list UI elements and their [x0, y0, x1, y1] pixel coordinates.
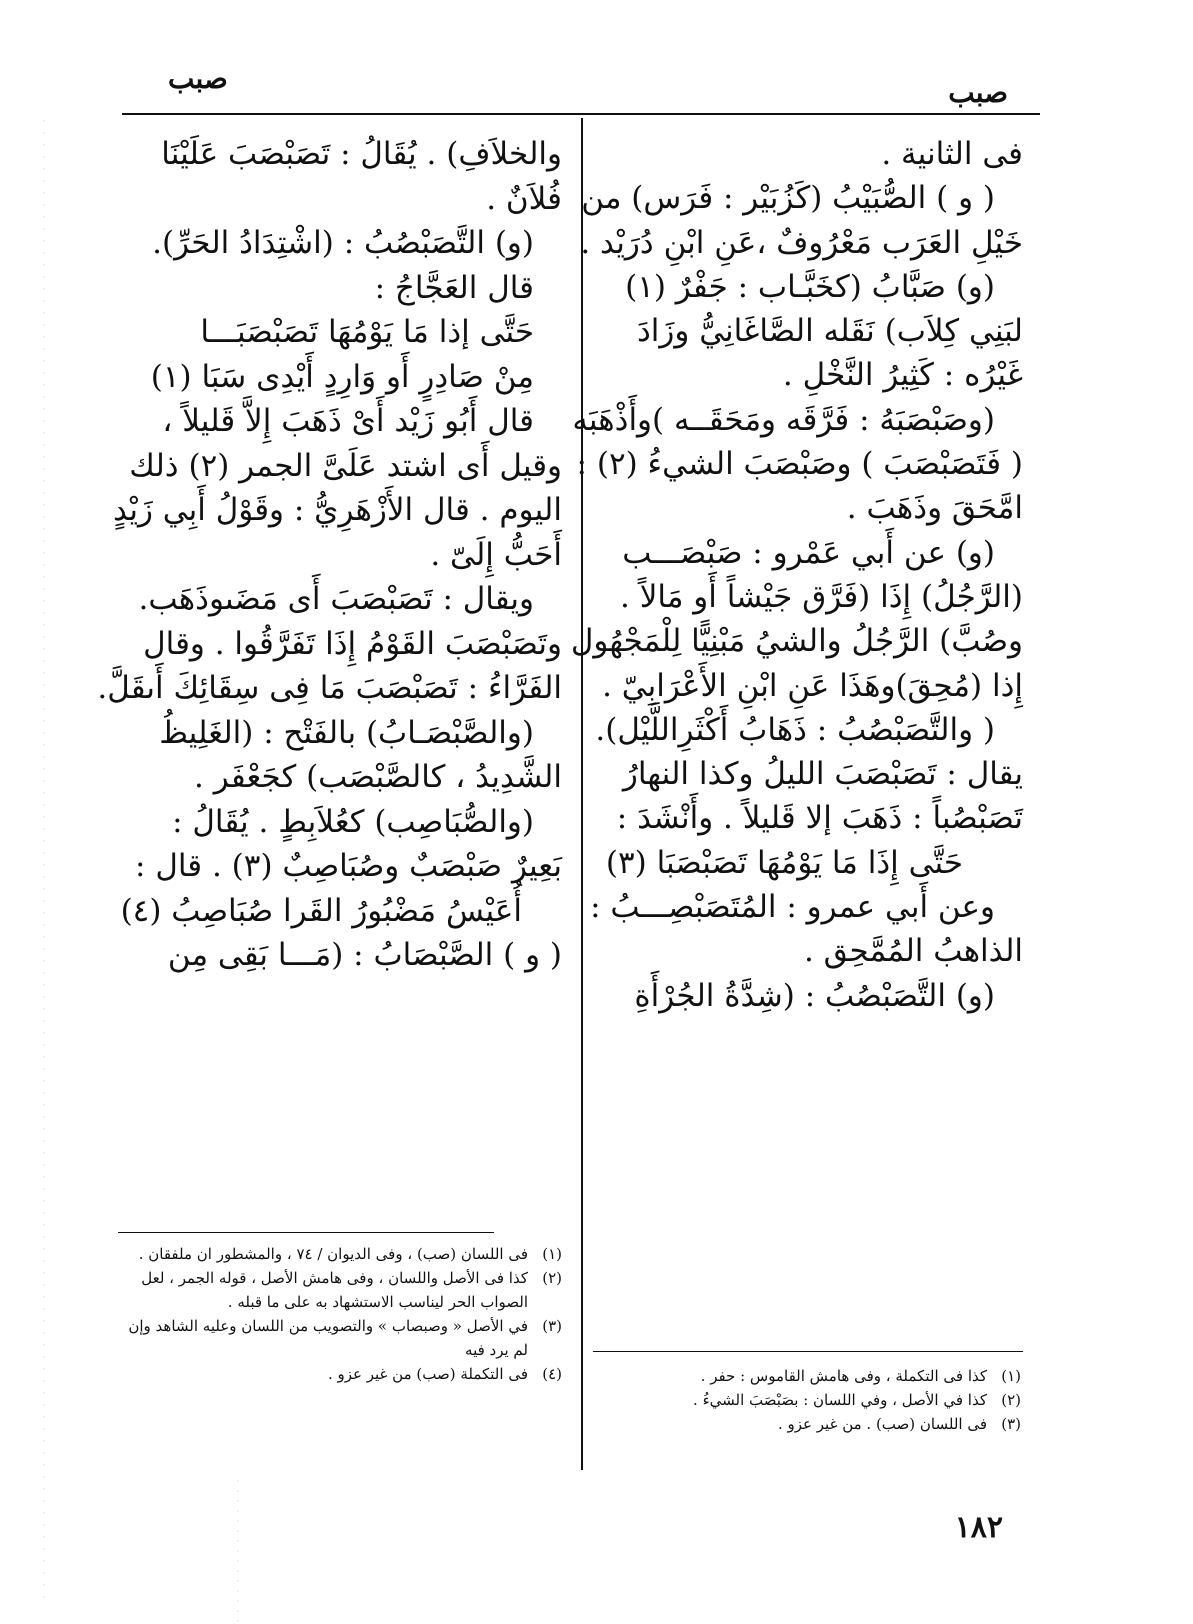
running-head-right: صبب — [948, 76, 1008, 109]
left-column — [97, 132, 562, 978]
footnote-number: (١) — [542, 1245, 562, 1263]
footnote-number: (٤) — [542, 1365, 562, 1383]
page-number: ١٨٢ — [954, 1510, 1003, 1545]
footnote-number: (٣) — [542, 1317, 562, 1335]
text-line: ( فَتَصَبْصَبَ ) وصَبْصَبَ الشيءُ (٢) : — [576, 446, 1023, 483]
text-line: بَعِيرٌ صَبْصَبٌ وصُبَاصِبٌ (٣) . قال : — [135, 848, 562, 884]
text-line: لبَنِي كِلاَب) نَقَله الصَّاغَانِيُّ وزَادَ — [636, 313, 1023, 350]
footnotes-left — [114, 1242, 562, 1386]
footnote — [595, 1388, 1021, 1412]
footnote — [595, 1364, 1021, 1388]
running-head-left: صبب — [168, 62, 228, 95]
text-line: قال العَجَّاجُ : — [374, 269, 534, 306]
footnote-text: كذا فى الأصل واللسان ، وفى هامش الأصل ، قوله الجمر ، لعل الصواب الحر ليناسب الاستشهاد به على ما قبله . — [141, 1269, 528, 1311]
footnote-number: (٢) — [542, 1269, 562, 1287]
text-line: غَيْرُه : كَثِيرُ النَّخْلِ . — [782, 357, 1023, 394]
column-divider — [581, 118, 583, 1470]
text-line: يقال : تَصَبْصَبَ الليلُ وكذا النهارُ — [622, 756, 1023, 793]
text-line: وتَصَبْصَبَ القَوْمُ إِذَا تَفَرَّقُوا . وقال — [143, 625, 562, 662]
text-line: (و) التَّصَبْصُبُ : (شِدَّةُ الجُرْأَةِ — [634, 977, 995, 1014]
footnote — [114, 1242, 562, 1266]
footnote — [114, 1314, 562, 1362]
verse-line: أُعَيْسُ مَضْبُورُ القَرا صُبَاصِبُ (٤) — [120, 892, 522, 929]
footnote-text: فى اللسان (صب) . من غير عزو . — [778, 1415, 987, 1433]
verse-line: مِنْ صَادِرٍ أَو وَارِدٍ أَيْدِى سَبَا (١) — [150, 358, 534, 395]
text-line: فُلاَنٌ . — [486, 180, 562, 217]
text-line: فى الثانية . — [881, 136, 1023, 172]
text-line: أَحَبُّ إِلَىّ . — [430, 536, 562, 573]
footnote-number: (٣) — [1001, 1415, 1021, 1433]
footnote — [114, 1362, 562, 1386]
text-line: الفَرَّاءُ : تَصَبْصَبَ مَا فِى سِقَائِكَ أَىقَلَّ. — [97, 670, 562, 706]
text-line: والخلاَفِ) . يُقَالُ : تَصَبْصَبَ عَلَيْنَا — [161, 136, 562, 172]
text-line: وقيل أَى اشتد عَلَىَّ الجمر (٢) ذلك — [129, 447, 562, 484]
text-line: اليوم . قال الأَزْهَرِيُّ : وقَوْلُ أَبِي زَيْدٍ — [113, 492, 562, 528]
text-line: خَيْلِ العَرَب مَعْرُوفٌ ،عَنِ ابْنِ دُرَيْد . — [580, 224, 1023, 261]
text-line: الشَّدِيدُ ، كالصَّبْصَب) كجَعْفَر . — [194, 759, 562, 795]
text-line: (والصَّبْصَـابُ) بالفَتْح : (الغَلِيظُ — [159, 714, 534, 751]
text-line: ويقال : تَصَبْصَبَ أَى مَضَىوذَهَب. — [138, 581, 534, 617]
footnote-text: كذا فى التكملة ، وفى هامش القاموس : حفر . — [700, 1367, 987, 1385]
footnote-number: (٢) — [1001, 1391, 1021, 1409]
footnote-text: في الأصل « وصبصاب » والتصويب من اللسان وعليه الشاهد وإن لم يرد فيه — [128, 1317, 528, 1359]
text-line: ( و ) الصَّبْصَابُ : (مَـــا بَقِى مِن — [167, 937, 562, 973]
text-line: تَصَبْصُباً : ذَهَبَ إلا قَليلاً . وأَنْشَدَ : — [616, 800, 1023, 837]
footnote — [595, 1412, 1021, 1436]
footnote-rule-left — [118, 1232, 494, 1233]
text-line: (و) التَّصَبْصُبُ : (اشْتِدَادُ الحَرِّ). — [152, 225, 534, 261]
text-line: (والصُّبَاصِب) كعُلاَبِطٍ . يُقَالُ : — [172, 803, 534, 840]
text-line: ( و ) الصُّبَيْبُ (كَزُبَيْر : فَرَس) من — [581, 180, 995, 217]
text-line: إِذا (مُحِقَ)وهَذَا عَنِ ابْنِ الأَعْرَابِيّ . — [602, 667, 1023, 704]
verse-line: حَتَّى إذا مَا يَوْمُهَا تَصَبْصَبَـــا — [200, 314, 534, 350]
right-column — [570, 132, 1023, 1018]
text-line: وعن أَبي عمرو : المُتَصَبْصِـــبُ : — [590, 889, 995, 926]
text-line: (وصَبْصَبَهُ : فَرَّقَه ومَحَقَــه )وأَذْهَبَه — [572, 401, 995, 438]
text-line: (و) صَبَّابُ (كخَبَّـاب : جَفْرٌ (١) — [625, 268, 995, 305]
footnote — [114, 1266, 562, 1314]
footnote-number: (١) — [1001, 1367, 1021, 1385]
text-line: امَّحَقَ وذَهَبَ . — [846, 490, 1023, 527]
verse-line: حَتَّى إِذَا مَا يَوْمُهَا تَصَبْصَبَا (٣) — [605, 844, 963, 881]
text-line: (و) عن أَبي عَمْرو : صَبْصَـــب — [622, 534, 995, 571]
text-line: الذاهبُ المُمَّحِق . — [803, 933, 1023, 970]
text-line: ( والتَّصَبْصُبُ : ذَهَابُ أَكْثَرِاللَّيْل). — [595, 711, 995, 748]
text-line: (الرَّجُلُ) إِذَا (فَرَّق جَيْشاً أَو مَالاً . — [620, 578, 1023, 615]
footnote-text: كذا في الأصل ، وفي اللسان : بصَبْصَبَ الشيءُ . — [693, 1391, 987, 1409]
footnote-text: فى اللسان (صب) ، وفى الديوان / ٧٤ ، والمشطور ان ملفقان . — [138, 1245, 528, 1263]
text-line: وصُبَّ) الرَّجُلُ والشيُ مَبْنِيًّا لِلْمَجْهُول — [570, 623, 1023, 660]
text-line: قال أَبُو زَيْد أَىْ ذَهَبَ إِلاَّ قَليلاً ، — [162, 403, 534, 439]
footnotes-right — [595, 1364, 1021, 1436]
footnote-rule-right — [593, 1351, 1023, 1352]
header-rule — [122, 113, 1040, 115]
footnote-text: فى التكملة (صب) من غير عزو . — [327, 1365, 528, 1383]
